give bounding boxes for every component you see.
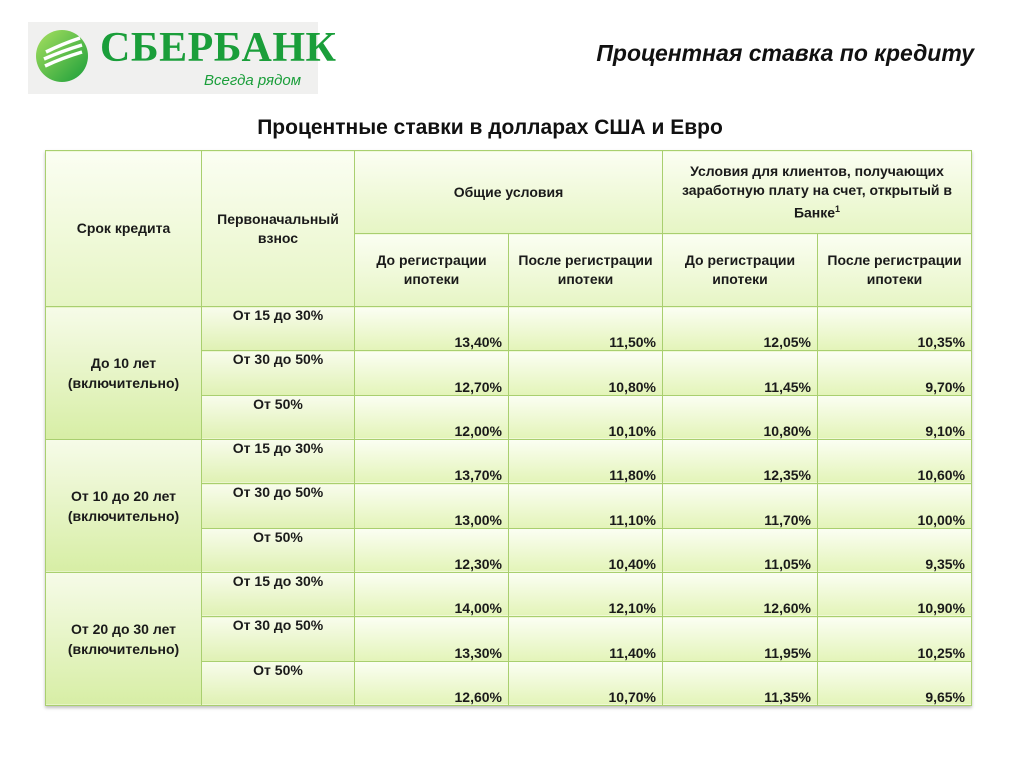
rate-cell: 12,00% (355, 395, 509, 439)
header-general-after-registration: После регистрации ипотеки (509, 234, 663, 307)
rate-cell: 12,70% (355, 351, 509, 395)
header-down-payment: Первоначальный взнос (202, 151, 355, 307)
rate-cell: 10,60% (818, 439, 972, 483)
rate-cell: 9,35% (818, 528, 972, 572)
footnote-marker: 1 (835, 203, 841, 214)
down-payment-cell: От 30 до 50% (202, 617, 355, 661)
table-title: Процентные ставки в долларах США и Евро (257, 116, 723, 139)
rate-cell: 10,35% (818, 307, 972, 351)
rate-cell: 12,60% (355, 661, 509, 705)
down-payment-cell: От 15 до 30% (202, 439, 355, 483)
rate-cell: 10,40% (509, 528, 663, 572)
rate-cell: 13,30% (355, 617, 509, 661)
header-salary-after-registration: После регистрации ипотеки (818, 234, 972, 307)
rate-cell: 14,00% (355, 572, 509, 616)
header-term: Срок кредита (46, 151, 202, 307)
rate-cell: 11,10% (509, 484, 663, 528)
rate-cell: 11,35% (663, 661, 818, 705)
down-payment-cell: От 15 до 30% (202, 307, 355, 351)
rate-cell: 10,80% (663, 395, 818, 439)
rate-cell: 10,10% (509, 395, 663, 439)
rate-cell: 10,90% (818, 572, 972, 616)
rate-cell: 10,00% (818, 484, 972, 528)
rate-cell: 11,50% (509, 307, 663, 351)
rate-cell: 10,80% (509, 351, 663, 395)
table-row (46, 439, 972, 483)
rate-cell: 11,70% (663, 484, 818, 528)
rate-cell: 11,95% (663, 617, 818, 661)
rate-cell: 9,70% (818, 351, 972, 395)
down-payment-cell: От 30 до 50% (202, 484, 355, 528)
rate-cell: 13,70% (355, 439, 509, 483)
rate-cell: 12,60% (663, 572, 818, 616)
page-heading: Процентная ставка по кредиту (596, 40, 974, 66)
rate-cell: 12,05% (663, 307, 818, 351)
rate-cell: 11,80% (509, 439, 663, 483)
rate-cell: 10,25% (818, 617, 972, 661)
rate-cell: 9,10% (818, 395, 972, 439)
term-cell: От 10 до 20 лет (включительно) (46, 439, 202, 572)
table-row (46, 572, 972, 616)
rate-cell: 13,40% (355, 307, 509, 351)
logo-slogan: Всегда рядом (204, 72, 301, 89)
term-cell: До 10 лет (включительно) (46, 307, 202, 440)
down-payment-cell: От 15 до 30% (202, 572, 355, 616)
interest-rate-table (45, 150, 972, 706)
header-salary-before-registration: До регистрации ипотеки (663, 234, 818, 307)
header-general-conditions: Общие условия (355, 151, 663, 234)
down-payment-cell: От 50% (202, 395, 355, 439)
rate-cell: 13,00% (355, 484, 509, 528)
down-payment-cell: От 50% (202, 661, 355, 705)
down-payment-cell: От 30 до 50% (202, 351, 355, 395)
header-salary-text: Условия для клиентов, получающих заработную плату на счет, открытый в Банке (681, 162, 953, 221)
term-cell: От 20 до 30 лет (включительно) (46, 572, 202, 705)
table-row (46, 307, 972, 351)
rate-cell: 11,05% (663, 528, 818, 572)
rate-cell: 9,65% (818, 661, 972, 705)
rate-cell: 12,10% (509, 572, 663, 616)
sberbank-emblem-icon (34, 28, 90, 84)
down-payment-cell: От 50% (202, 528, 355, 572)
rate-cell: 12,35% (663, 439, 818, 483)
rate-cell: 10,70% (509, 661, 663, 705)
header-general-before-registration: До регистрации ипотеки (355, 234, 509, 307)
sberbank-logo (28, 22, 337, 94)
rate-cell: 11,45% (663, 351, 818, 395)
logo-name: СБЕРБАНК (100, 25, 337, 71)
rate-cell: 12,30% (355, 528, 509, 572)
rate-cell: 11,40% (509, 617, 663, 661)
header-salary-conditions (663, 151, 972, 234)
